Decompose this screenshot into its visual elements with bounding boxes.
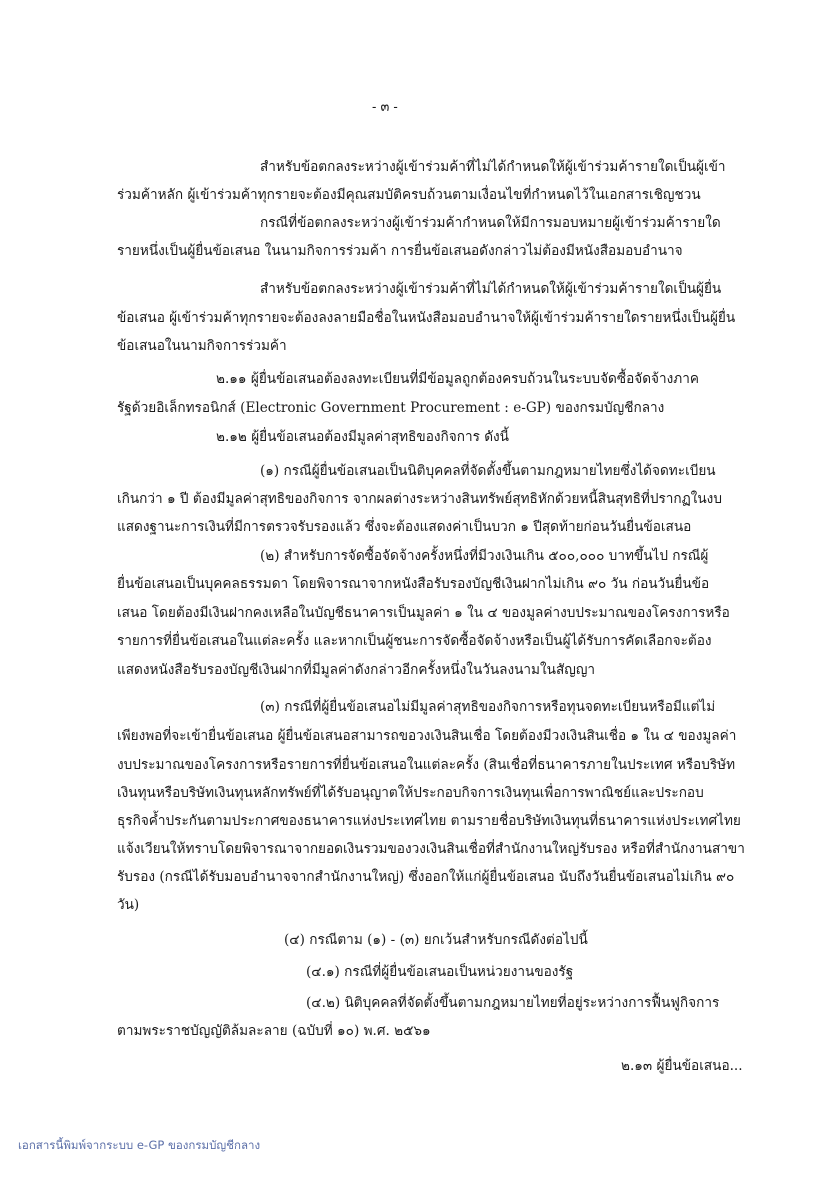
text-line: เกินกว่า ๑ ปี ต้องมีมูลค่าสุทธิของกิจการ จากผลต่างระหว่างสินทรัพย์สุทธิหักด้วยหนี้สินสุทธิที่ปรากฏในงบ <box>117 491 722 507</box>
text-line: รัฐด้วยอิเล็กทรอนิกส์ (Electronic Government Procurement : e-GP) ของกรมบัญชีกลาง <box>117 400 665 416</box>
text-line: แสดงฐานะการเงินที่มีการตรวจรับรองแล้ว ซึ่งจะต้องแสดงค่าเป็นบวก ๑ ปีสุดท้ายก่อนวันยื่นข้อเสนอ <box>117 519 692 535</box>
item-4: (๔) กรณีตาม (๑) - (๓) ยกเว้นสำหรับกรณีดังต่อไปนี้ <box>284 932 588 948</box>
text-line: ตามพระราชบัญญัติล้มละลาย (ฉบับที่ ๑๐) พ.ศ. ๒๕๖๑ <box>117 1023 431 1039</box>
text-line: ข้อเสนอในนามกิจการร่วมค้า <box>117 338 287 354</box>
text-line: สำหรับข้อตกลงระหว่างผู้เข้าร่วมค้าที่ไม่ได้กำหนดให้ผู้เข้าร่วมค้ารายใดเป็นผู้เข้า <box>260 159 726 175</box>
item-1: (๑) กรณีผู้ยื่นข้อเสนอเป็นนิติบุคคลที่จัดตั้งขึ้นตามกฎหมายไทยซึ่งได้จดทะเบียน <box>260 463 716 479</box>
text-line: เสนอ โดยต้องมีเงินฝากคงเหลือในบัญชีธนาคารเป็นมูลค่า ๑ ใน ๔ ของมูลค่างบประมาณของโครงการหรือ <box>117 605 730 621</box>
text-line: ข้อเสนอ ผู้เข้าร่วมค้าทุกรายจะต้องลงลายมือชื่อในหนังสือมอบอำนาจให้ผู้เข้าร่วมค้ารายใดรายหนึ่งเป็นผู้ยื่น <box>117 310 736 326</box>
text-line: ยื่นข้อเสนอเป็นบุคคลธรรมดา โดยพิจารณาจากหนังสือรับรองบัญชีเงินฝากไม่เกิน ๙๐ วัน ก่อนวันยื่นข้อ <box>117 576 710 592</box>
item-3: (๓) กรณีที่ผู้ยื่นข้อเสนอไม่มีมูลค่าสุทธิของกิจการหรือทุนจดทะเบียนหรือมีแต่ไม่ <box>260 699 716 715</box>
text-line: เพียงพอที่จะเข้ายื่นข้อเสนอ ผู้ยื่นข้อเสนอสามารถขอวงเงินสินเชื่อ โดยต้องมีวงเงินสินเชื่อ ๑ ใน ๔ ของมูลค่า <box>117 728 737 744</box>
text-line: วัน) <box>117 897 140 913</box>
text-line: รับรอง (กรณีได้รับมอบอำนาจจากสำนักงานใหญ่) ซึ่งออกให้แก่ผู้ยื่นข้อเสนอ นับถึงวันยื่นข้อเสนอไม่เกิน ๙๐ <box>117 869 735 885</box>
section-2-12-heading: ๒.๑๒ ผู้ยื่นข้อเสนอต้องมีมูลค่าสุทธิของกิจการ ดังนี้ <box>216 429 509 445</box>
text-line: งบประมาณของโครงการหรือรายการที่ยื่นข้อเสนอในแต่ละครั้ง (สินเชื่อที่ธนาคารภายในประเทศ หรือบริษัท <box>117 757 736 773</box>
page-number: - ๓ - <box>371 99 398 115</box>
item-4-2: (๔.๒) นิติบุคคลที่จัดตั้งขึ้นตามกฎหมายไทยที่อยู่ระหว่างการฟื้นฟูกิจการ <box>306 995 720 1011</box>
continuation-marker: ๒.๑๓ ผู้ยื่นข้อเสนอ... <box>621 1058 743 1074</box>
item-4-1: (๔.๑) กรณีที่ผู้ยื่นข้อเสนอเป็นหน่วยงานของรัฐ <box>306 964 574 980</box>
section-2-11-heading: ๒.๑๑ ผู้ยื่นข้อเสนอต้องลงทะเบียนที่มีข้อมูลถูกต้องครบถ้วนในระบบจัดซื้อจัดจ้างภาค <box>216 371 699 387</box>
item-2: (๒) สำหรับการจัดซื้อจัดจ้างครั้งหนึ่งที่มีวงเงินเกิน ๕๐๐,๐๐๐ บาทขึ้นไป กรณีผู้ <box>260 548 709 564</box>
footer-note: เอกสารนี้พิมพ์จากระบบ e-GP ของกรมบัญชีกลาง <box>18 1138 261 1152</box>
text-line: รายหนึ่งเป็นผู้ยื่นข้อเสนอ ในนามกิจการร่วมค้า การยื่นข้อเสนอดังกล่าวไม่ต้องมีหนังสือมอบอำนาจ <box>117 243 683 259</box>
text-line: แสดงหนังสือรับรองบัญชีเงินฝากที่มีมูลค่าดังกล่าวอีกครั้งหนึ่งในวันลงนามในสัญญา <box>117 662 596 678</box>
text-line: กรณีที่ข้อตกลงระหว่างผู้เข้าร่วมค้ากำหนดให้มีการมอบหมายผู้เข้าร่วมค้ารายใด <box>260 215 721 231</box>
text-line: เงินทุนหรือบริษัทเงินทุนหลักทรัพย์ที่ได้รับอนุญาตให้ประกอบกิจการเงินทุนเพื่อการพาณิชย์และประกอบ <box>117 785 704 801</box>
text-line: แจ้งเวียนให้ทราบโดยพิจารณาจากยอดเงินรวมของวงเงินสินเชื่อที่สำนักงานใหญ่รับรอง หรือที่สำนักงานสาขา <box>117 841 745 857</box>
text-line: รายการที่ยื่นข้อเสนอในแต่ละครั้ง และหากเป็นผู้ชนะการจัดซื้อจัดจ้างหรือเป็นผู้ได้รับการคัดเลือกจะต้อง <box>117 633 712 649</box>
text-line: ธุรกิจค้ำประกันตามประกาศของธนาคารแห่งประเทศไทย ตามรายชื่อบริษัทเงินทุนที่ธนาคารแห่งประเทศไทย <box>117 813 741 829</box>
text-line: ร่วมค้าหลัก ผู้เข้าร่วมค้าทุกรายจะต้องมีคุณสมบัติครบถ้วนตามเงื่อนไขที่กำหนดไว้ในเอกสารเชิญชวน <box>117 187 701 203</box>
text-line: สำหรับข้อตกลงระหว่างผู้เข้าร่วมค้าที่ไม่ได้กำหนดให้ผู้เข้าร่วมค้ารายใดเป็นผู้ยื่น <box>260 281 722 297</box>
